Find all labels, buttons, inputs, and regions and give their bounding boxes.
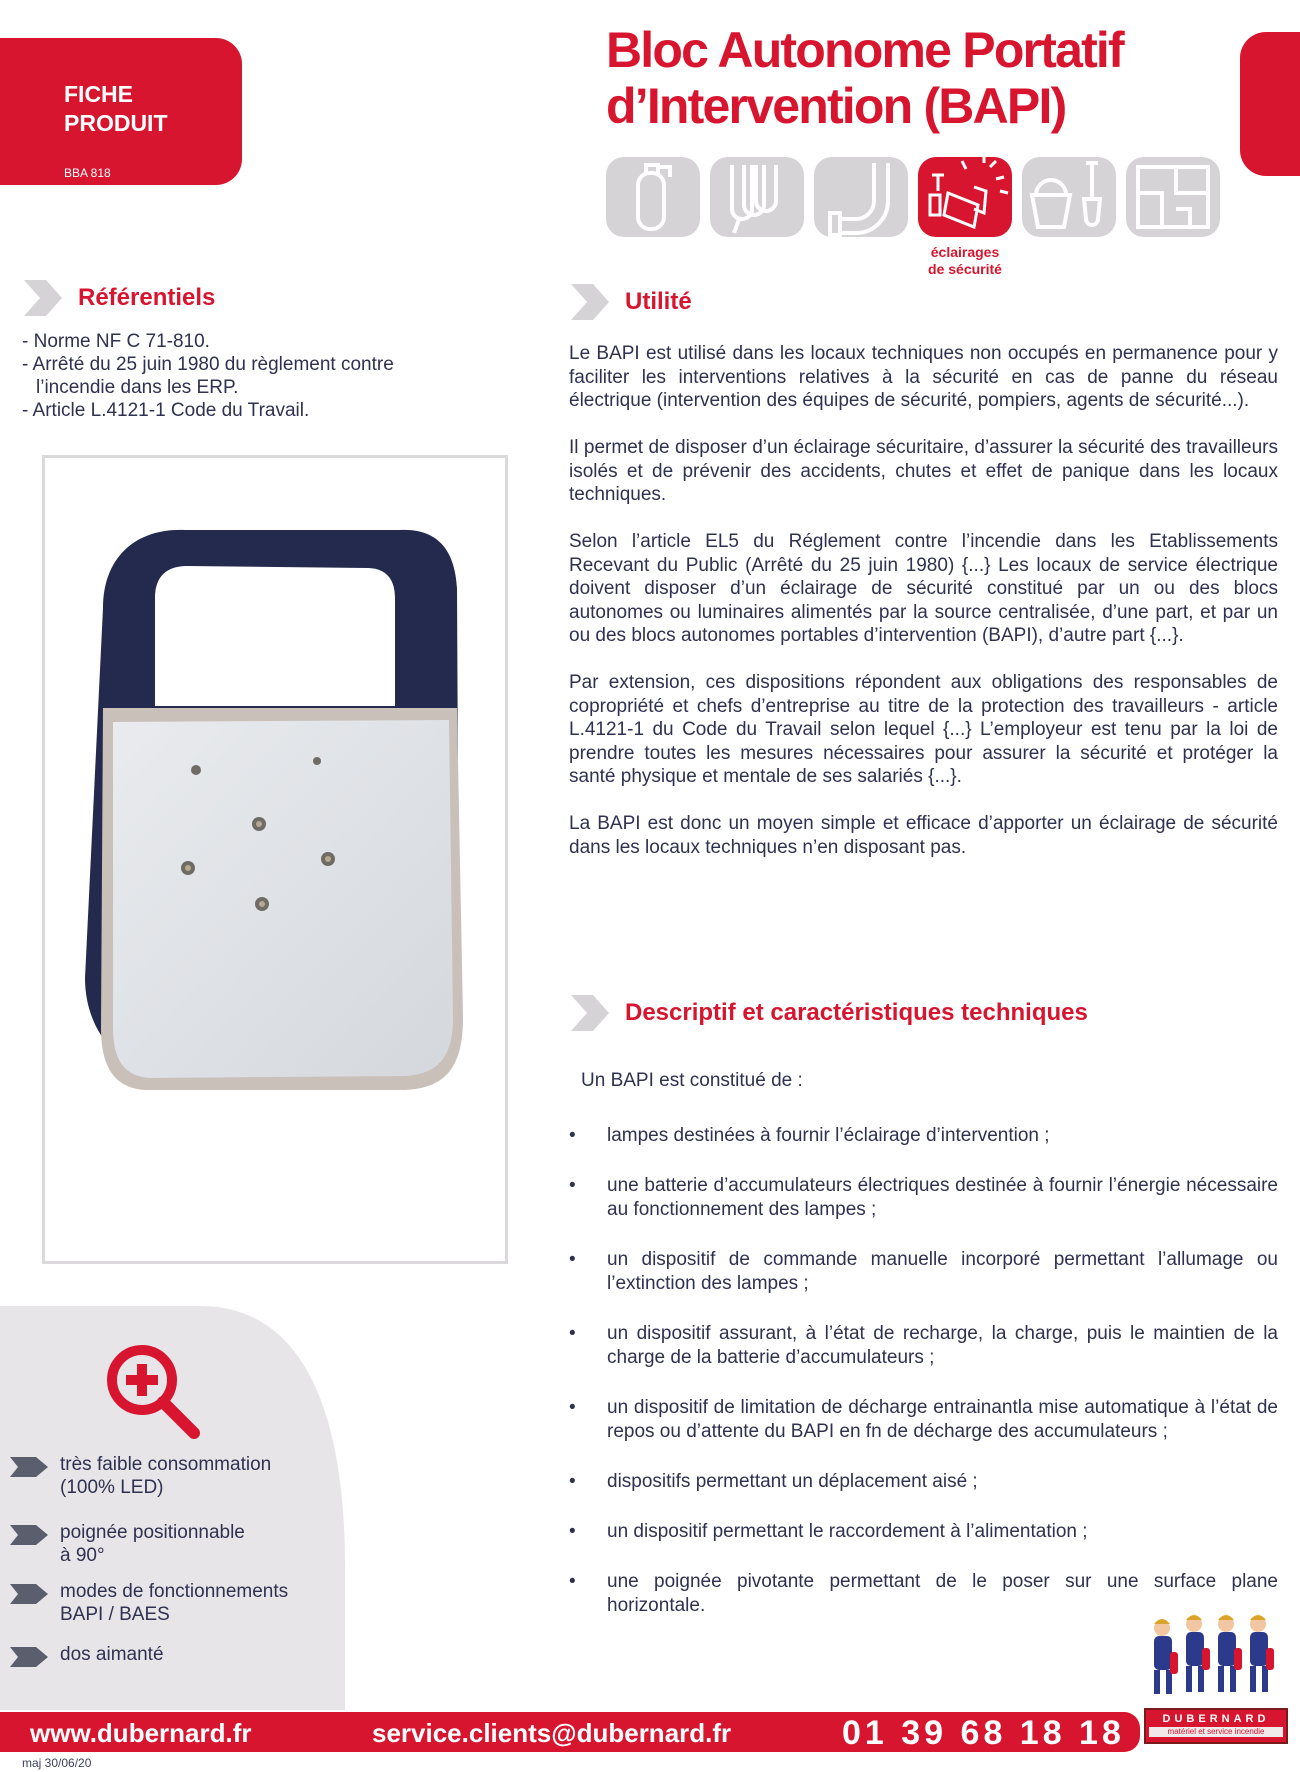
list-item: • lampes destinées à fournir l’éclairage d’intervention ;: [569, 1124, 1278, 1148]
referentiel-item: - Arrêté du 25 juin 1980 du règlement contre: [22, 354, 394, 375]
arrow-right-icon: [8, 1455, 50, 1479]
descriptif-heading-label: Descriptif et caractéristiques techniques: [625, 999, 1088, 1026]
utilite-paragraph: La BAPI est donc un moyen simple et efficace d’apporter un éclairage de sécurité dans les locaux techniques n’en disposant pas.: [569, 813, 1278, 858]
feature-text: modes de fonctionnements: [60, 1581, 289, 1602]
referentiels-list: [22, 330, 452, 422]
feature-text: très faible consommation: [60, 1454, 272, 1475]
referentiel-item: l’incendie dans les ERP.: [36, 377, 239, 398]
chevron-right-icon: [569, 282, 611, 322]
update-date: maj 30/06/20: [22, 1756, 92, 1770]
referentiel-item: - Article L.4121-1 Code du Travail.: [22, 400, 310, 421]
utilite-text: [569, 342, 1278, 883]
footer-bar: [0, 1712, 1300, 1752]
list-item: • un dispositif de commande manuelle incorporé permettant l’allumage ou l’extinction des lampes ;: [569, 1248, 1278, 1296]
category-icon-row: [606, 157, 1226, 237]
descriptif-list: [569, 1124, 1278, 1644]
feature-item: [8, 1580, 288, 1626]
phone-number[interactable]: 01 39 68 18 18: [842, 1714, 1125, 1752]
email-link[interactable]: service.clients@dubernard.fr: [372, 1718, 732, 1748]
utilite-paragraph: Il permet de disposer d’un éclairage sécuritaire, d’assurer la sécurité des travailleurs isolés et de prévenir des accidents, chutes et effet de panique dans les locaux techniques.: [569, 437, 1278, 505]
chevron-right-icon: [569, 993, 611, 1033]
list-item: • un dispositif permettant le raccordement à l’alimentation ;: [569, 1520, 1278, 1544]
title-line1: Bloc Autonome Portatif: [606, 22, 1123, 78]
emergency-lighting-icon: [918, 157, 1012, 237]
descriptif-intro: Un BAPI est constitué de :: [581, 1070, 803, 1091]
pipe-icon: [814, 157, 908, 237]
product-photo: [42, 455, 508, 1264]
header-right-tab: [1240, 32, 1300, 176]
category-label-line1: éclairages: [930, 244, 1000, 260]
utilite-heading-label: Utilité: [625, 288, 692, 315]
list-item: • une poignée pivotante permettant de le poser sur une surface plane horizontale.: [569, 1570, 1278, 1618]
extinguisher-icon: [606, 157, 700, 237]
utilite-heading: [569, 282, 692, 322]
brand-name: DUBERNARD: [1162, 1713, 1270, 1725]
referentiel-item: - Norme NF C 71-810.: [22, 331, 210, 352]
feature-text: (100% LED): [60, 1477, 164, 1498]
list-item: • un dispositif assurant, à l’état de recharge, la charge, puis le maintien de la charge de la batterie d’accumulateurs ;: [569, 1322, 1278, 1370]
active-category-label: [914, 244, 1016, 278]
feature-text: dos aimanté: [60, 1644, 164, 1665]
brand-tagline: matériel et service incendie: [1149, 1727, 1283, 1737]
feature-text: poignée positionnable: [60, 1522, 245, 1543]
feature-text: à 90°: [60, 1545, 105, 1566]
arrow-right-icon: [8, 1645, 50, 1669]
page-title: [606, 22, 1226, 134]
product-reference: BBA 818: [64, 166, 111, 180]
list-item: • un dispositif de limitation de décharge entrainantla mise automatique à l’état de repos ou d’attente du BAPI en fn de décharge des accumulateurs ;: [569, 1396, 1278, 1444]
hose-icon: [710, 157, 804, 237]
referentiels-heading-label: Référentiels: [78, 284, 216, 311]
utilite-paragraph: Le BAPI est utilisé dans les locaux techniques non occupés en permanence pour y faciliter les interventions relatives à la sécurité en cas de panne du réseau électrique (intervention des équipes de sécurité, pompiers, agents de sécurité...).: [569, 343, 1278, 411]
referentiels-heading: [22, 278, 215, 318]
feature-item: [8, 1453, 271, 1499]
fiche-label-line2: PRODUIT: [64, 110, 168, 136]
feature-item: [8, 1643, 164, 1669]
fiche-produit-label: [64, 80, 168, 138]
title-line2: d’Intervention (BAPI): [606, 78, 1066, 134]
floor-plan-icon: [1126, 157, 1220, 237]
utilite-paragraph: Selon l’article EL5 du Réglement contre l’incendie dans les Etablissements Recevant du Public (Arrêté du 25 juin 1980) {...} Les locaux de service électrique doivent disposer d’un éclairage de sécurité constitué par un ou des blocs autonomes ou luminaires alimentés par la source centralisée, d’une part, et par un ou des blocs autonomes portables d’intervention (BAPI), d’autre part {...}.: [569, 531, 1278, 646]
feature-item: [8, 1521, 245, 1567]
category-label-line2: de sécurité: [928, 261, 1002, 277]
list-item: • dispositifs permettant un déplacement aisé ;: [569, 1470, 1278, 1494]
list-item: • une batterie d’accumulateurs électriques destinée à fournir l’énergie nécessaire au fonctionnement des lampes ;: [569, 1174, 1278, 1222]
descriptif-heading: [569, 993, 1088, 1033]
chevron-right-icon: [22, 278, 64, 318]
arrow-right-icon: [8, 1523, 50, 1547]
firefighters-mascot-icon: [1140, 1610, 1294, 1710]
feature-text: BAPI / BAES: [60, 1604, 170, 1625]
magnifier-plus-icon: [102, 1340, 202, 1440]
utilite-paragraph: Par extension, ces dispositions répondent aux obligations des responsables de copropriété et chefs d’entreprise au titre de la protection des travailleurs - article L.4121-1 du Code du Travail selon lequel {...} L’employeur est tenu par la loi de prendre toutes les mesures nécessaires pour assurer la sécurité et protéger la santé physique et mentale de ses salariés {...}.: [569, 672, 1278, 787]
fiche-label-line1: FICHE: [64, 81, 133, 107]
fiche-produit-badge: [0, 38, 242, 185]
arrow-right-icon: [8, 1582, 50, 1606]
sand-bucket-shovel-icon: [1022, 157, 1116, 237]
website-link[interactable]: www.dubernard.fr: [30, 1718, 252, 1748]
bapi-lamp-image: [45, 458, 508, 1264]
